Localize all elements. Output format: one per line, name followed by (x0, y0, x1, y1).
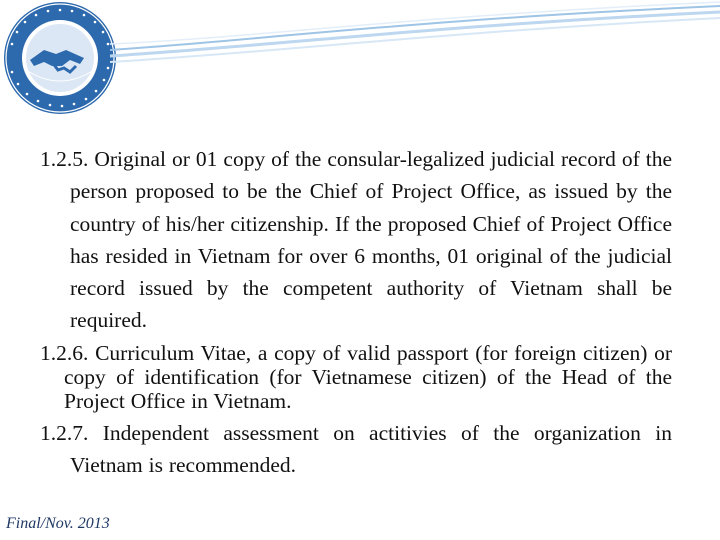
requirement-item-1-2-6 (40, 341, 672, 413)
item-text: Independent assessment on actitivies of the organization in Vietnam is recommended. (70, 420, 672, 478)
item-text: Original or 01 copy of the consular-legalized judicial record of the person proposed to be the Chief of Project Office, as issued by the country of his/her citizenship. If the proposed Chief of Project Office has resided in Vietnam for over 6 months, 01 original of the judicial record issued by the competent authority of Vietnam shall be required. (70, 147, 673, 333)
item-number: 1.2.5. (40, 147, 89, 171)
footer-date: Final/Nov. 2013 (6, 515, 110, 532)
organization-logo (0, 0, 120, 118)
item-number: 1.2.7. (40, 420, 89, 445)
item-text: Curriculum Vitae, a copy of valid passport (for foreign citizen) or copy of identification (for Vietnamese citizen) of the Head of the Project Office in Vietnam. (64, 340, 673, 413)
requirement-item-1-2-7 (40, 417, 672, 482)
requirement-item-1-2-5 (40, 143, 672, 337)
item-number: 1.2.6. (40, 340, 89, 365)
header-swoosh-decoration (110, 0, 720, 90)
slide-body (40, 143, 672, 481)
